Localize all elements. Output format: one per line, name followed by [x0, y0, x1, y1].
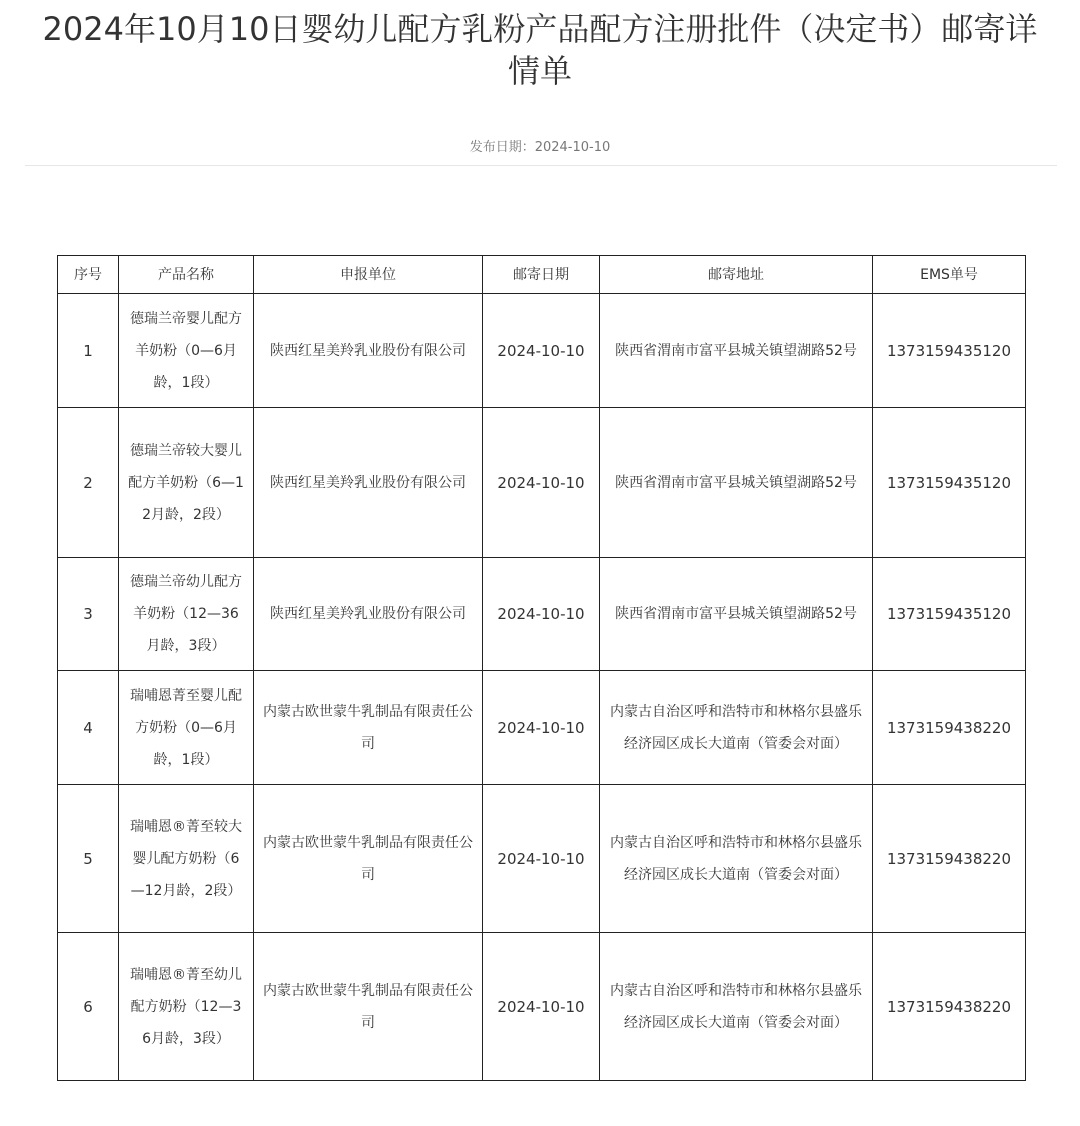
header-date: 邮寄日期	[483, 256, 600, 294]
cell-product: 德瑞兰帝婴儿配方羊奶粉（0—6月龄，1段）	[119, 294, 254, 408]
table-row	[58, 408, 1026, 558]
cell-product: 德瑞兰帝较大婴儿配方羊奶粉（6—12月龄，2段）	[119, 408, 254, 558]
header-product: 产品名称	[119, 256, 254, 294]
cell-ems: 1373159435120	[873, 294, 1026, 408]
cell-applicant: 陕西红星美羚乳业股份有限公司	[254, 558, 483, 671]
cell-ems: 1373159438220	[873, 671, 1026, 785]
cell-date: 2024-10-10	[483, 671, 600, 785]
table-row	[58, 671, 1026, 785]
cell-ems: 1373159438220	[873, 785, 1026, 933]
cell-address: 陕西省渭南市富平县城关镇望湖路52号	[600, 558, 873, 671]
cell-ems: 1373159438220	[873, 933, 1026, 1081]
header-ems: EMS单号	[873, 256, 1026, 294]
cell-date: 2024-10-10	[483, 294, 600, 408]
cell-no: 1	[58, 294, 119, 408]
publish-date	[0, 136, 1080, 155]
cell-product: 瑞哺恩®菁至较大婴儿配方奶粉（6—12月龄，2段）	[119, 785, 254, 933]
cell-applicant: 内蒙古欧世蒙牛乳制品有限责任公司	[254, 671, 483, 785]
cell-applicant: 陕西红星美羚乳业股份有限公司	[254, 294, 483, 408]
cell-address: 内蒙古自治区呼和浩特市和林格尔县盛乐经济园区成长大道南（管委会对面）	[600, 933, 873, 1081]
cell-applicant: 内蒙古欧世蒙牛乳制品有限责任公司	[254, 933, 483, 1081]
cell-date: 2024-10-10	[483, 558, 600, 671]
publish-date-label: 发布日期：	[469, 140, 535, 155]
cell-date: 2024-10-10	[483, 408, 600, 558]
cell-address: 陕西省渭南市富平县城关镇望湖路52号	[600, 294, 873, 408]
mailing-table	[57, 255, 1026, 1081]
cell-product: 瑞哺恩菁至婴儿配方奶粉（0—6月龄，1段）	[119, 671, 254, 785]
header-address: 邮寄地址	[600, 256, 873, 294]
table-row	[58, 785, 1026, 933]
cell-applicant: 陕西红星美羚乳业股份有限公司	[254, 408, 483, 558]
table-row	[58, 558, 1026, 671]
cell-address: 内蒙古自治区呼和浩特市和林格尔县盛乐经济园区成长大道南（管委会对面）	[600, 671, 873, 785]
cell-address: 内蒙古自治区呼和浩特市和林格尔县盛乐经济园区成长大道南（管委会对面）	[600, 785, 873, 933]
mailing-table-container	[57, 255, 1025, 1081]
cell-ems: 1373159435120	[873, 558, 1026, 671]
table-row	[58, 933, 1026, 1081]
page-title: 2024年10月10日婴幼儿配方乳粉产品配方注册批件（决定书）邮寄详情单	[42, 10, 1038, 90]
cell-applicant: 内蒙古欧世蒙牛乳制品有限责任公司	[254, 785, 483, 933]
cell-no: 6	[58, 933, 119, 1081]
table-header-row	[58, 256, 1026, 294]
cell-no: 4	[58, 671, 119, 785]
title-divider	[25, 165, 1057, 166]
cell-no: 5	[58, 785, 119, 933]
cell-address: 陕西省渭南市富平县城关镇望湖路52号	[600, 408, 873, 558]
header-applicant: 申报单位	[254, 256, 483, 294]
cell-product: 瑞哺恩®菁至幼儿配方奶粉（12—36月龄，3段）	[119, 933, 254, 1081]
cell-ems: 1373159435120	[873, 408, 1026, 558]
cell-no: 3	[58, 558, 119, 671]
publish-date-value: 2024-10-10	[534, 140, 611, 155]
cell-no: 2	[58, 408, 119, 558]
cell-product: 德瑞兰帝幼儿配方羊奶粉（12—36月龄，3段）	[119, 558, 254, 671]
header-no: 序号	[58, 256, 119, 294]
cell-date: 2024-10-10	[483, 785, 600, 933]
table-row	[58, 294, 1026, 408]
cell-date: 2024-10-10	[483, 933, 600, 1081]
